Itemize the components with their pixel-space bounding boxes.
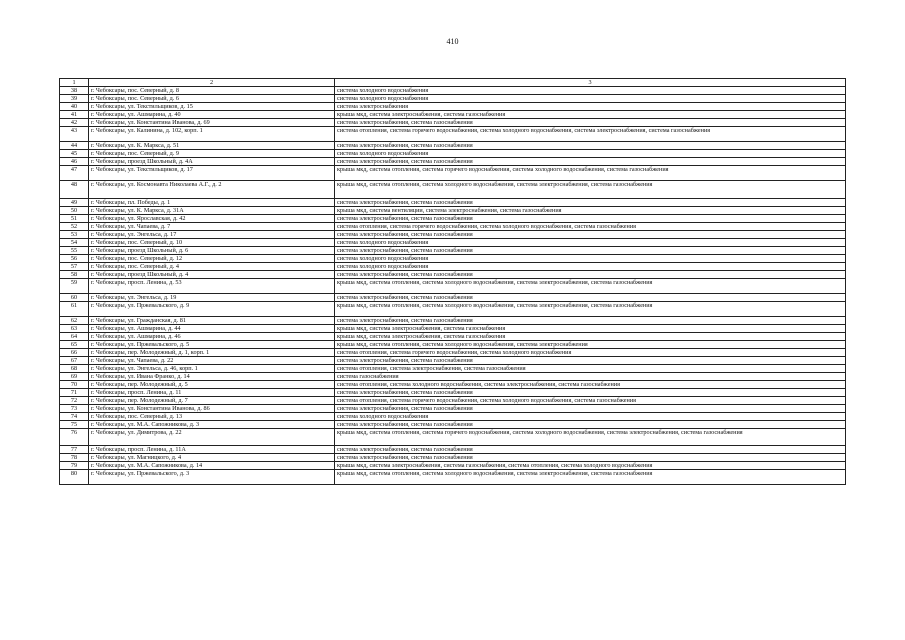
address-cell: г. Чебоксары, ул. Пржевальского, д. 9 [89, 301, 335, 316]
systems-cell: система электроснабжения, система газоснабжения [335, 198, 846, 206]
column-header-address: 2 [89, 79, 335, 87]
row-number-cell: 45 [60, 150, 89, 158]
table-row [60, 238, 846, 246]
row-number-cell: 78 [60, 454, 89, 462]
address-cell: г. Чебоксары, ул. Чапаева, д. 22 [89, 356, 335, 364]
table-row [60, 356, 846, 364]
row-number-cell: 65 [60, 340, 89, 348]
address-cell: г. Чебоксары, ул. Ивана Франко, д. 14 [89, 372, 335, 380]
row-number-cell: 75 [60, 420, 89, 428]
table-row [60, 332, 846, 340]
systems-cell: система отопления, система горячего водоснабжения, система холодного водоснабжения, система электроснабжения, система газоснабжения [335, 127, 846, 142]
row-number-cell: 44 [60, 142, 89, 150]
systems-cell: система отопления, система горячего водоснабжения, система холодного водоснабжения, система газоснабжения [335, 222, 846, 230]
address-cell: г. Чебоксары, просп. Ленина, д. 11А [89, 446, 335, 454]
systems-cell: система отопления, система горячего водоснабжения, система холодного водоснабжения [335, 348, 846, 356]
address-cell: г. Чебоксары, ул. Гражданская, д. 81 [89, 316, 335, 324]
table-row [60, 364, 846, 372]
row-number-cell: 55 [60, 246, 89, 254]
table-row [60, 301, 846, 316]
row-number-cell: 50 [60, 206, 89, 214]
table-row [60, 150, 846, 158]
table-row [60, 142, 846, 150]
row-number-cell: 71 [60, 388, 89, 396]
row-number-cell: 62 [60, 316, 89, 324]
systems-cell: система холодного водоснабжения [335, 238, 846, 246]
systems-cell: крыша мкд, система отопления, система холодного водоснабжения, система электроснабжения, система газоснабжения [335, 181, 846, 199]
table-row [60, 293, 846, 301]
systems-cell: система электроснабжения, система газоснабжения [335, 142, 846, 150]
systems-cell: крыша мкд, система отопления, система холодного водоснабжения, система электроснабжения, система газоснабжения [335, 278, 846, 293]
table-row [60, 95, 846, 103]
table-row [60, 262, 846, 270]
table-row [60, 428, 846, 446]
address-cell: г. Чебоксары, пер. Молодежный, д. 5 [89, 380, 335, 388]
row-number-cell: 48 [60, 181, 89, 199]
systems-cell: система электроснабжения, система газоснабжения [335, 356, 846, 364]
table-row [60, 446, 846, 454]
systems-cell: система электроснабжения, система газоснабжения [335, 293, 846, 301]
address-cell: г. Чебоксары, проезд Школьный, д. 4 [89, 270, 335, 278]
row-number-cell: 40 [60, 103, 89, 111]
table-row [60, 87, 846, 95]
address-cell: г. Чебоксары, пос. Северный, д. 8 [89, 87, 335, 95]
table-row [60, 198, 846, 206]
systems-cell: система электроснабжения, система газоснабжения [335, 404, 846, 412]
table-header-row [60, 79, 846, 87]
row-number-cell: 41 [60, 111, 89, 119]
row-number-cell: 43 [60, 127, 89, 142]
table-row [60, 206, 846, 214]
table-row [60, 166, 846, 181]
systems-cell: система электроснабжения, система газоснабжения [335, 454, 846, 462]
row-number-cell: 58 [60, 270, 89, 278]
address-cell: г. Чебоксары, пос. Северный, д. 9 [89, 150, 335, 158]
systems-cell: система холодного водоснабжения [335, 150, 846, 158]
table-row [60, 340, 846, 348]
row-number-cell: 70 [60, 380, 89, 388]
address-cell: г. Чебоксары, ул. Ашмарина, д. 44 [89, 324, 335, 332]
page-number: 410 [446, 37, 459, 46]
row-number-cell: 47 [60, 166, 89, 181]
systems-cell: система электроснабжения, система газоснабжения [335, 214, 846, 222]
row-number-cell: 46 [60, 158, 89, 166]
row-number-cell: 61 [60, 301, 89, 316]
address-cell: г. Чебоксары, ул. Ашмарина, д. 40 [89, 111, 335, 119]
address-cell: г. Чебоксары, пер. Молодежный, д. 1, корп. 1 [89, 348, 335, 356]
systems-cell: крыша мкд, система электроснабжения, система газоснабжения [335, 111, 846, 119]
systems-cell: крыша мкд, система отопления, система горячего водоснабжения, система холодного водоснабжения, система электроснабжения, система газоснабжения [335, 428, 846, 446]
systems-cell: крыша мкд, система электроснабжения, система газоснабжения [335, 332, 846, 340]
table-row [60, 230, 846, 238]
table-row [60, 119, 846, 127]
address-cell: г. Чебоксары, ул. Пржевальского, д. 5 [89, 340, 335, 348]
address-cell: г. Чебоксары, ул. К. Маркса, д. 51 [89, 142, 335, 150]
row-number-cell: 63 [60, 324, 89, 332]
registry-table [59, 78, 846, 485]
table-row [60, 222, 846, 230]
address-cell: г. Чебоксары, ул. Энгельса, д. 19 [89, 293, 335, 301]
systems-cell: система электроснабжения, система газоснабжения [335, 388, 846, 396]
systems-cell: система электроснабжения [335, 103, 846, 111]
address-cell: г. Чебоксары, пос. Северный, д. 6 [89, 95, 335, 103]
table-row [60, 462, 846, 470]
table-row [60, 111, 846, 119]
table-row [60, 420, 846, 428]
table-row [60, 270, 846, 278]
row-number-cell: 64 [60, 332, 89, 340]
systems-cell: система отопления, система холодного водоснабжения, система электроснабжения, система газоснабжения [335, 380, 846, 388]
table-row [60, 372, 846, 380]
systems-cell: крыша мкд, система электроснабжения, система газоснабжения, система отопления, система холодного водоснабжения [335, 462, 846, 470]
systems-cell: крыша мкд, система отопления, система холодного водоснабжения, система электроснабжения [335, 340, 846, 348]
row-number-cell: 69 [60, 372, 89, 380]
address-cell: г. Чебоксары, пер. Молодежный, д. 7 [89, 396, 335, 404]
address-cell: г. Чебоксары, пос. Северный, д. 10 [89, 238, 335, 246]
row-number-cell: 59 [60, 278, 89, 293]
systems-cell: крыша мкд, система отопления, система горячего водоснабжения, система холодного водоснабжения, система газоснабжения [335, 166, 846, 181]
systems-cell: система холодного водоснабжения [335, 262, 846, 270]
row-number-cell: 54 [60, 238, 89, 246]
row-number-cell: 66 [60, 348, 89, 356]
systems-cell: система отопления, система электроснабжения, система газоснабжения [335, 364, 846, 372]
row-number-cell: 72 [60, 396, 89, 404]
row-number-cell: 49 [60, 198, 89, 206]
table-row [60, 214, 846, 222]
row-number-cell: 38 [60, 87, 89, 95]
systems-cell: система электроснабжения, система газоснабжения [335, 230, 846, 238]
row-number-cell: 51 [60, 214, 89, 222]
address-cell: г. Чебоксары, ул. Калинина, д. 102, корп. 1 [89, 127, 335, 142]
address-cell: г. Чебоксары, ул. Текстильщиков, д. 17 [89, 166, 335, 181]
row-number-cell: 39 [60, 95, 89, 103]
address-cell: г. Чебоксары, ул. К. Маркса, д. 31А [89, 206, 335, 214]
systems-cell: система электроснабжения, система газоснабжения [335, 420, 846, 428]
address-cell: г. Чебоксары, пл. Победы, д. 1 [89, 198, 335, 206]
table-row [60, 278, 846, 293]
table-row [60, 316, 846, 324]
table-row [60, 181, 846, 199]
table-row [60, 412, 846, 420]
address-cell: г. Чебоксары, пос. Северный, д. 4 [89, 262, 335, 270]
table-row [60, 158, 846, 166]
address-cell: г. Чебоксары, пос. Северный, д. 12 [89, 254, 335, 262]
table-body [60, 79, 846, 485]
systems-cell: система газоснабжения [335, 372, 846, 380]
systems-cell: крыша мкд, система вентиляции, система электроснабжения, система газоснабжения [335, 206, 846, 214]
table-row [60, 127, 846, 142]
address-cell: г. Чебоксары, ул. Магницкого, д. 4 [89, 454, 335, 462]
address-cell: г. Чебоксары, проезд Школьный, д. 6 [89, 246, 335, 254]
row-number-cell: 74 [60, 412, 89, 420]
address-cell: г. Чебоксары, ул. Константина Иванова, д. 69 [89, 119, 335, 127]
table-row [60, 396, 846, 404]
row-number-cell: 60 [60, 293, 89, 301]
systems-cell: система электроснабжения, система газоснабжения [335, 158, 846, 166]
address-cell: г. Чебоксары, просп. Ленина, д. 53 [89, 278, 335, 293]
address-cell: г. Чебоксары, ул. Чапаева, д. 7 [89, 222, 335, 230]
address-cell: г. Чебоксары, ул. Константина Иванова, д. 86 [89, 404, 335, 412]
address-cell: г. Чебоксары, ул. Космонавта Николаева А.Г., д. 2 [89, 181, 335, 199]
address-cell: г. Чебоксары, ул. М.А. Сапожникова, д. 14 [89, 462, 335, 470]
row-number-cell: 53 [60, 230, 89, 238]
systems-cell: крыша мкд, система отопления, система холодного водоснабжения, система электроснабжения, система газоснабжения [335, 470, 846, 485]
address-cell: г. Чебоксары, просп. Ленина, д. 11 [89, 388, 335, 396]
address-cell: г. Чебоксары, ул. М.А. Сапожникова, д. 3 [89, 420, 335, 428]
address-cell: г. Чебоксары, ул. Текстильщиков, д. 15 [89, 103, 335, 111]
address-cell: г. Чебоксары, ул. Ярославская, д. 42 [89, 214, 335, 222]
table-row [60, 388, 846, 396]
systems-cell: система холодного водоснабжения [335, 95, 846, 103]
column-header-systems: 3 [335, 79, 846, 87]
address-cell: г. Чебоксары, ул. Энгельса, д. 46, корп. 1 [89, 364, 335, 372]
address-cell: г. Чебоксары, ул. Димитрова, д. 22 [89, 428, 335, 446]
systems-cell: система электроснабжения, система газоснабжения [335, 119, 846, 127]
row-number-cell: 67 [60, 356, 89, 364]
address-cell: г. Чебоксары, проезд Школьный, д. 4А [89, 158, 335, 166]
row-number-cell: 80 [60, 470, 89, 485]
row-number-cell: 77 [60, 446, 89, 454]
table-row [60, 348, 846, 356]
row-number-cell: 73 [60, 404, 89, 412]
row-number-cell: 52 [60, 222, 89, 230]
row-number-cell: 68 [60, 364, 89, 372]
table-row [60, 454, 846, 462]
systems-cell: система холодного водоснабжения [335, 87, 846, 95]
systems-cell: система холодного водоснабжения [335, 254, 846, 262]
table-row [60, 470, 846, 485]
table-row [60, 324, 846, 332]
address-cell: г. Чебоксары, ул. Энгельса, д. 17 [89, 230, 335, 238]
address-cell: г. Чебоксары, ул. Пржевальского, д. 3 [89, 470, 335, 485]
systems-cell: крыша мкд, система электроснабжения, система газоснабжения [335, 324, 846, 332]
systems-cell: система отопления, система горячего водоснабжения, система холодного водоснабжения, система газоснабжения [335, 396, 846, 404]
table-row [60, 254, 846, 262]
row-number-cell: 56 [60, 254, 89, 262]
table-row [60, 380, 846, 388]
systems-cell: крыша мкд, система отопления, система холодного водоснабжения, система электроснабжения, система газоснабжения [335, 301, 846, 316]
systems-cell: система электроснабжения, система газоснабжения [335, 270, 846, 278]
systems-cell: система холодного водоснабжения [335, 412, 846, 420]
row-number-cell: 42 [60, 119, 89, 127]
systems-cell: система электроснабжения, система газоснабжения [335, 246, 846, 254]
table-row [60, 246, 846, 254]
row-number-cell: 57 [60, 262, 89, 270]
row-number-cell: 79 [60, 462, 89, 470]
row-number-cell: 76 [60, 428, 89, 446]
systems-cell: система электроснабжения, система газоснабжения [335, 446, 846, 454]
column-header-number: 1 [60, 79, 89, 87]
table-row [60, 103, 846, 111]
table-row [60, 404, 846, 412]
address-cell: г. Чебоксары, пос. Северный, д. 13 [89, 412, 335, 420]
systems-cell: система электроснабжения, система газоснабжения [335, 316, 846, 324]
address-cell: г. Чебоксары, ул. Ашмарина, д. 46 [89, 332, 335, 340]
